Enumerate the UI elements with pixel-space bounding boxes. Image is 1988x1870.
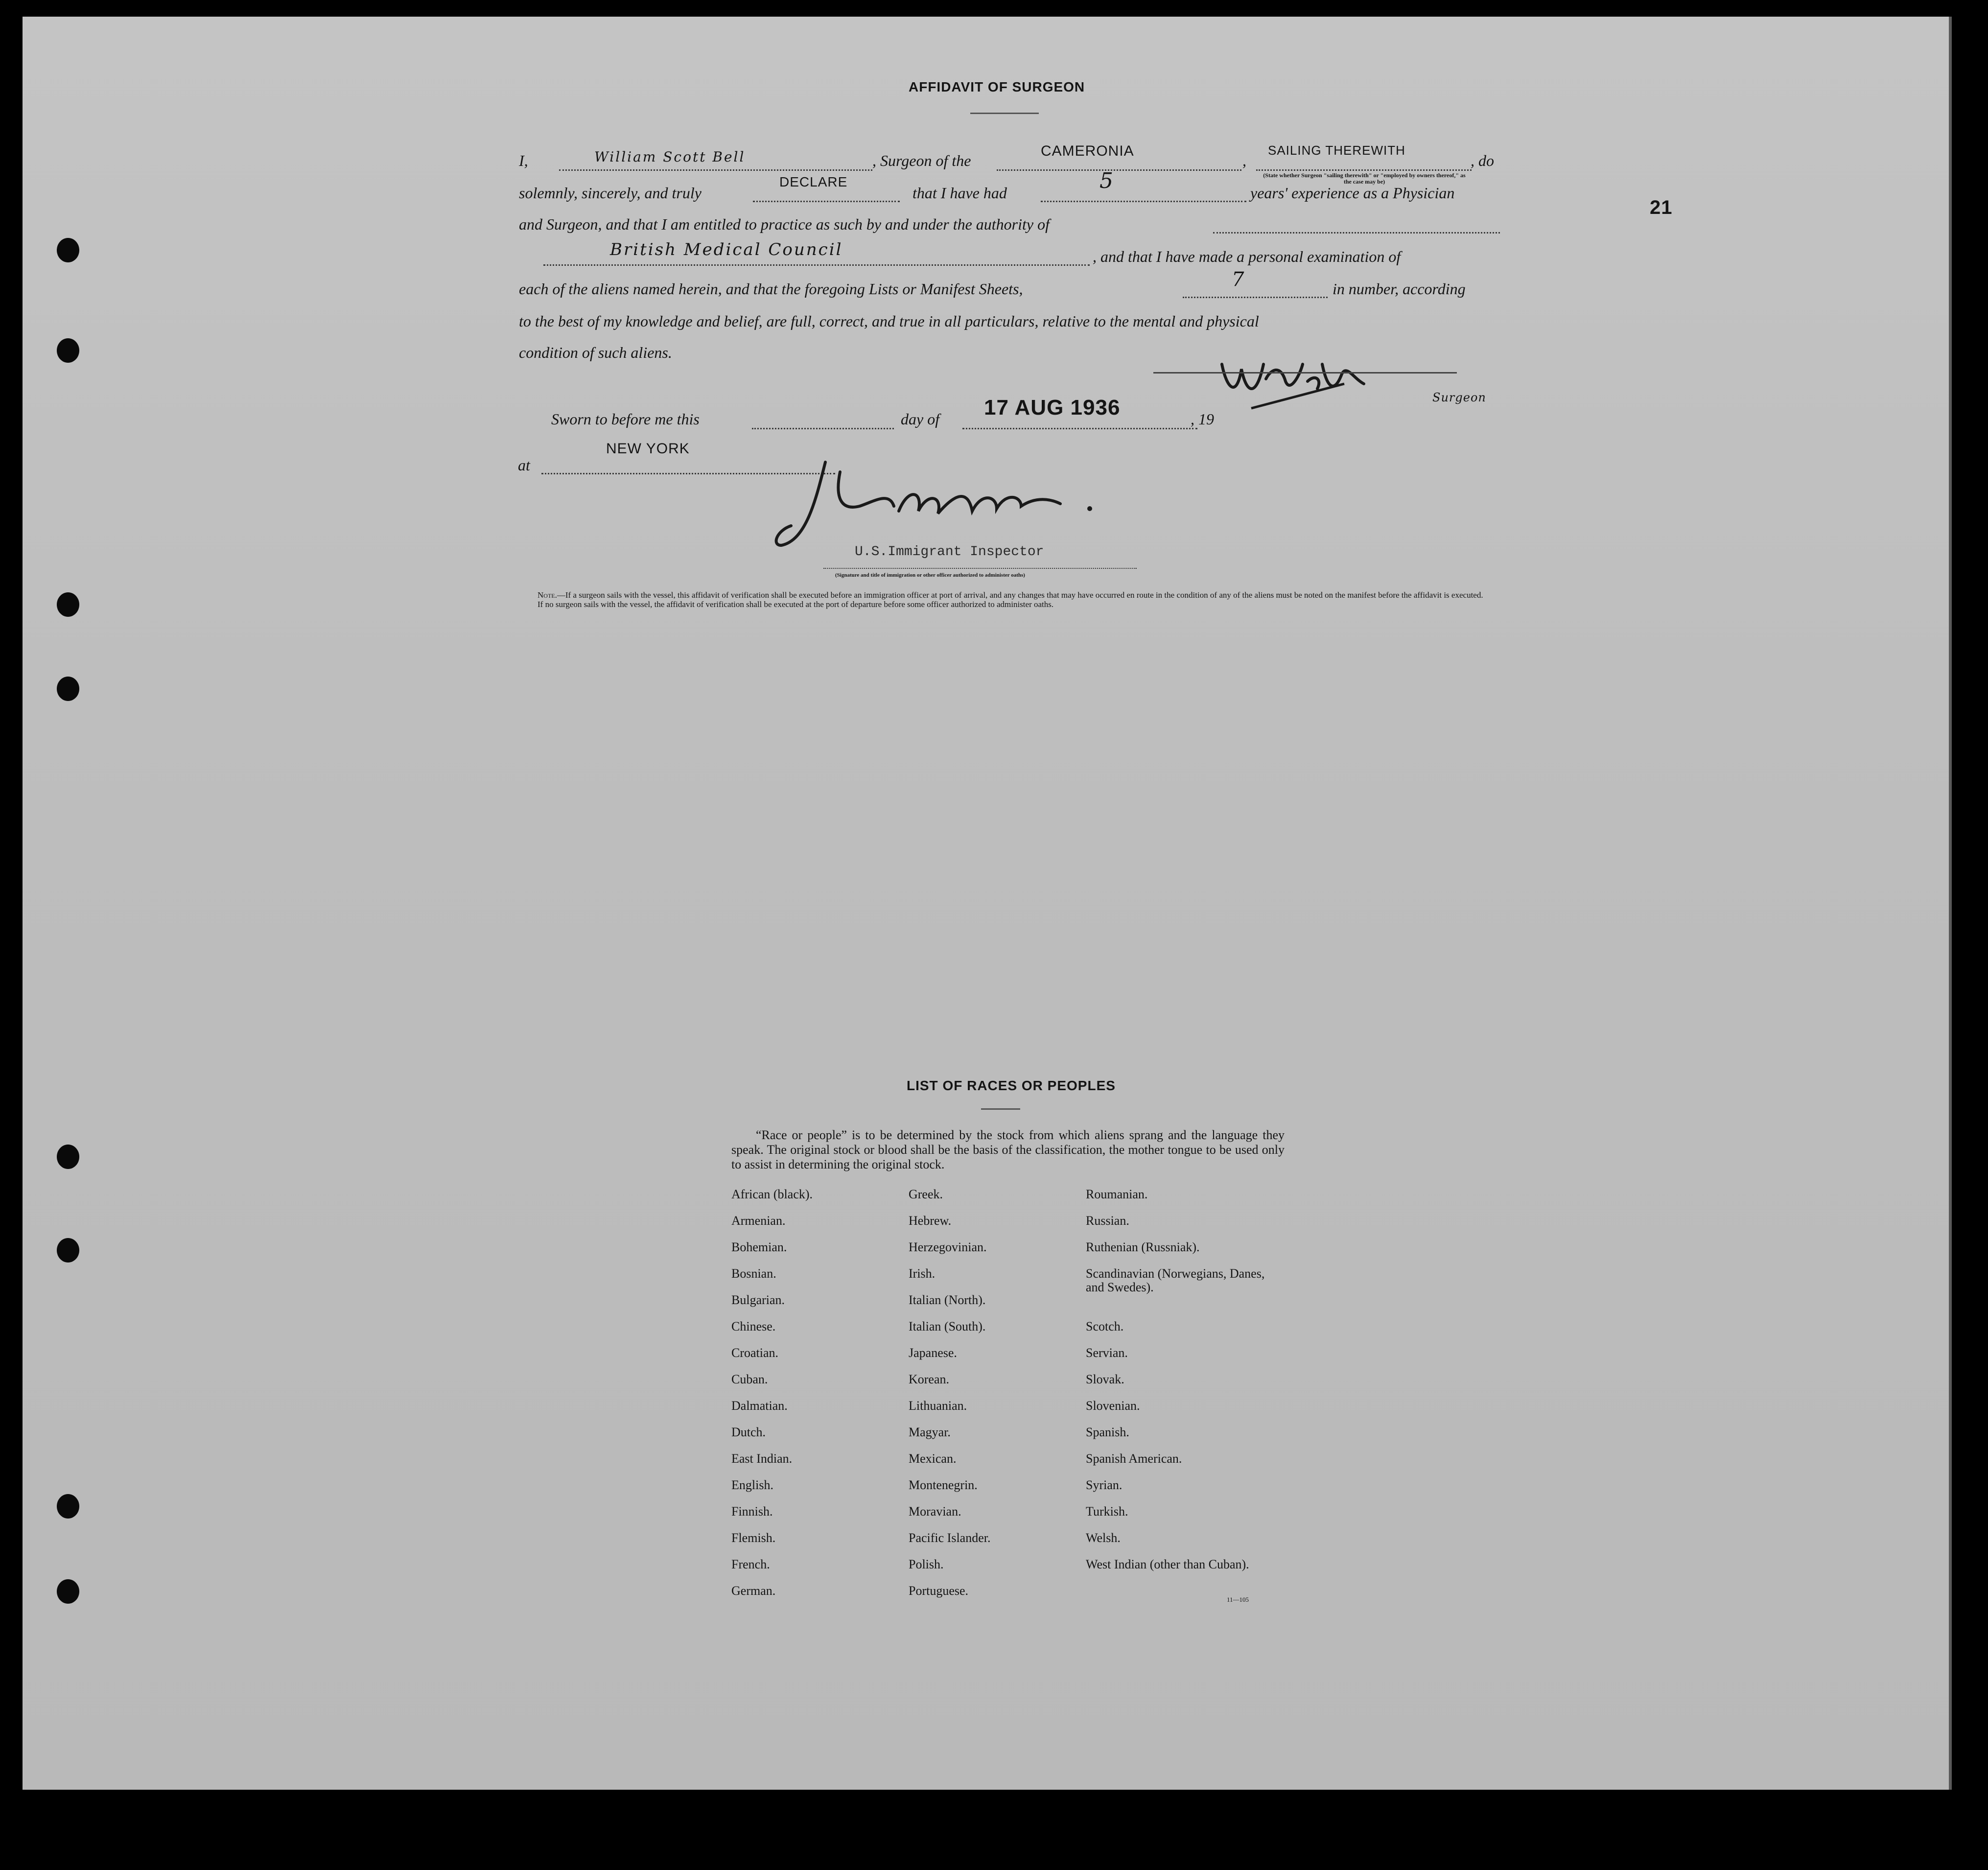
race-item: Bosnian. [731, 1266, 776, 1281]
binder-hole [57, 1579, 79, 1604]
race-item: Turkish. [1086, 1504, 1128, 1519]
race-item: Polish. [909, 1557, 944, 1571]
race-item: Flemish. [731, 1531, 776, 1545]
note-paragraph-1: —If a surgeon sails with the vessel, this affidavit of verification shall be executed before an immigration officer at port of arrival, and any changes that may have occurred en route in the condition of any of the aliens must be noted on the manifest before the affidavit is executed. [557, 590, 1483, 600]
race-item: German. [731, 1584, 776, 1598]
races-intro: “Race or people” is to be determined by the stock from which aliens sprang and the language they speak. The original stock or blood shall be the basis of the classification, the mother tongue to be used only to assist in determining the original stock. [731, 1128, 1285, 1171]
race-item: Cuban. [731, 1372, 768, 1386]
line4-rest: , and that I have made a personal examination of [1093, 248, 1401, 265]
race-item: Magyar. [909, 1425, 951, 1439]
signature-note: (Signature and title of immigration or other officer authorized to administer oaths) [835, 572, 1025, 578]
race-item: Italian (South). [909, 1319, 986, 1333]
place-value: NEW YORK [606, 441, 690, 457]
line7-text: condition of such aliens. [519, 344, 672, 361]
race-item: Servian. [1086, 1346, 1128, 1360]
surgeon-caption: Surgeon [1432, 391, 1486, 404]
binder-hole [57, 1494, 79, 1519]
that-i-have-had: that I have had [912, 184, 1007, 202]
race-item: Scotch. [1086, 1319, 1124, 1333]
race-item: African (black). [731, 1187, 813, 1201]
do-label: , do [1471, 152, 1494, 169]
sailing-status: SAILING THEREWITH [1268, 143, 1405, 158]
day-of-label: day of [901, 410, 940, 428]
race-item: Greek. [909, 1187, 943, 1201]
race-item: Montenegrin. [909, 1478, 978, 1492]
race-item: Japanese. [909, 1346, 957, 1360]
declare-value: DECLARE [779, 174, 848, 189]
races-title: LIST OF RACES OR PEOPLES [907, 1078, 1116, 1093]
race-item: Lithuanian. [909, 1399, 967, 1413]
race-item: Spanish American. [1086, 1451, 1182, 1466]
race-item: Roumanian. [1086, 1187, 1148, 1201]
race-item: Irish. [909, 1266, 936, 1281]
binder-hole [57, 238, 79, 262]
race-item: Hebrew. [909, 1214, 952, 1228]
note-lead: Note. [538, 590, 557, 600]
binder-hole [57, 1238, 79, 1262]
race-item: Mexican. [909, 1451, 957, 1466]
surgeon-name: William Scott Bell [594, 149, 746, 165]
race-item: Scandinavian (Norwegians, Danes, and Swedes). [1086, 1266, 1265, 1294]
at-label: at [518, 456, 530, 474]
race-item: Pacific Islander. [909, 1531, 991, 1545]
race-item: Armenian. [731, 1214, 786, 1228]
binder-hole [57, 338, 79, 363]
comma: , [1242, 152, 1246, 169]
sailing-note: (State whether Surgeon "sailing therewith" or "employed by owners thereof," as the case may be) [1263, 172, 1466, 185]
race-item: Slovenian. [1086, 1399, 1140, 1413]
inspector-title: U.S.Immigrant Inspector [855, 544, 1044, 560]
affidavit-note [518, 590, 1492, 609]
binder-hole [57, 592, 79, 617]
page-number: 21 [1650, 197, 1673, 218]
race-item: Moravian. [909, 1504, 961, 1519]
race-item: Dutch. [731, 1425, 766, 1439]
line2-text: solemnly, sincerely, and truly [519, 184, 702, 202]
authority-value: British Medical Council [610, 240, 843, 259]
surgeon-signature-line [1153, 372, 1457, 374]
line3-text: and Surgeon, and that I am entitled to practice as such by and under the authority of [519, 215, 1050, 233]
form-code: 11—105 [1227, 1596, 1249, 1603]
race-item: Chinese. [731, 1319, 776, 1333]
inspector-signature [767, 452, 1109, 558]
race-item: Dalmatian. [731, 1399, 788, 1413]
manifest-page [23, 17, 1952, 1790]
race-item: Slovak. [1086, 1372, 1124, 1386]
title-rule [970, 113, 1039, 114]
affidavit-title: AFFIDAVIT OF SURGEON [909, 79, 1085, 94]
race-item: Finnish. [731, 1504, 773, 1519]
line6-text: to the best of my knowledge and belief, are full, correct, and true in all particulars, relative to the mental and physical [519, 312, 1259, 330]
race-item: Herzegovinian. [909, 1240, 987, 1254]
race-item: Bulgarian. [731, 1293, 785, 1307]
races-title-rule [981, 1108, 1020, 1110]
race-item: English. [731, 1478, 773, 1492]
binder-hole [57, 677, 79, 701]
race-item: Italian (North). [909, 1293, 986, 1307]
surgeon-of-label: , Surgeon of the [872, 152, 971, 169]
binder-hole [57, 1145, 79, 1169]
sworn-label: Sworn to before me this [551, 410, 700, 428]
in-number-label: in number, according [1333, 280, 1466, 298]
race-item: Ruthenian (Russniak). [1086, 1240, 1200, 1254]
sheets-value: 7 [1232, 268, 1246, 291]
race-item: West Indian (other than Cuban). [1086, 1557, 1249, 1571]
race-item: Croatian. [731, 1346, 779, 1360]
year-prefix: , 19 [1191, 410, 1214, 428]
race-item: Spanish. [1086, 1425, 1129, 1439]
race-item: Portuguese. [909, 1584, 969, 1598]
years-experience-label: years' experience as a Physician [1250, 184, 1455, 202]
race-item: Bohemian. [731, 1240, 787, 1254]
race-item: East Indian. [731, 1451, 793, 1466]
race-item: Korean. [909, 1372, 950, 1386]
note-paragraph-2: If no surgeon sails with the vessel, the affidavit of verification shall be executed at the port of departure before some officer authorized to administer oaths. [538, 600, 1054, 609]
race-item: Welsh. [1086, 1531, 1121, 1545]
line5-text: each of the aliens named herein, and that the foregoing Lists or Manifest Sheets, [519, 280, 1023, 298]
race-item: Syrian. [1086, 1478, 1123, 1492]
surgeon-signature [1217, 335, 1383, 416]
race-item: Russian. [1086, 1214, 1129, 1228]
years-value: 5 [1099, 168, 1115, 193]
date-stamp: 17 AUG 1936 [984, 396, 1121, 420]
i-label: I, [519, 152, 528, 169]
vessel-name: CAMERONIA [1041, 143, 1134, 159]
race-item: French. [731, 1557, 770, 1571]
